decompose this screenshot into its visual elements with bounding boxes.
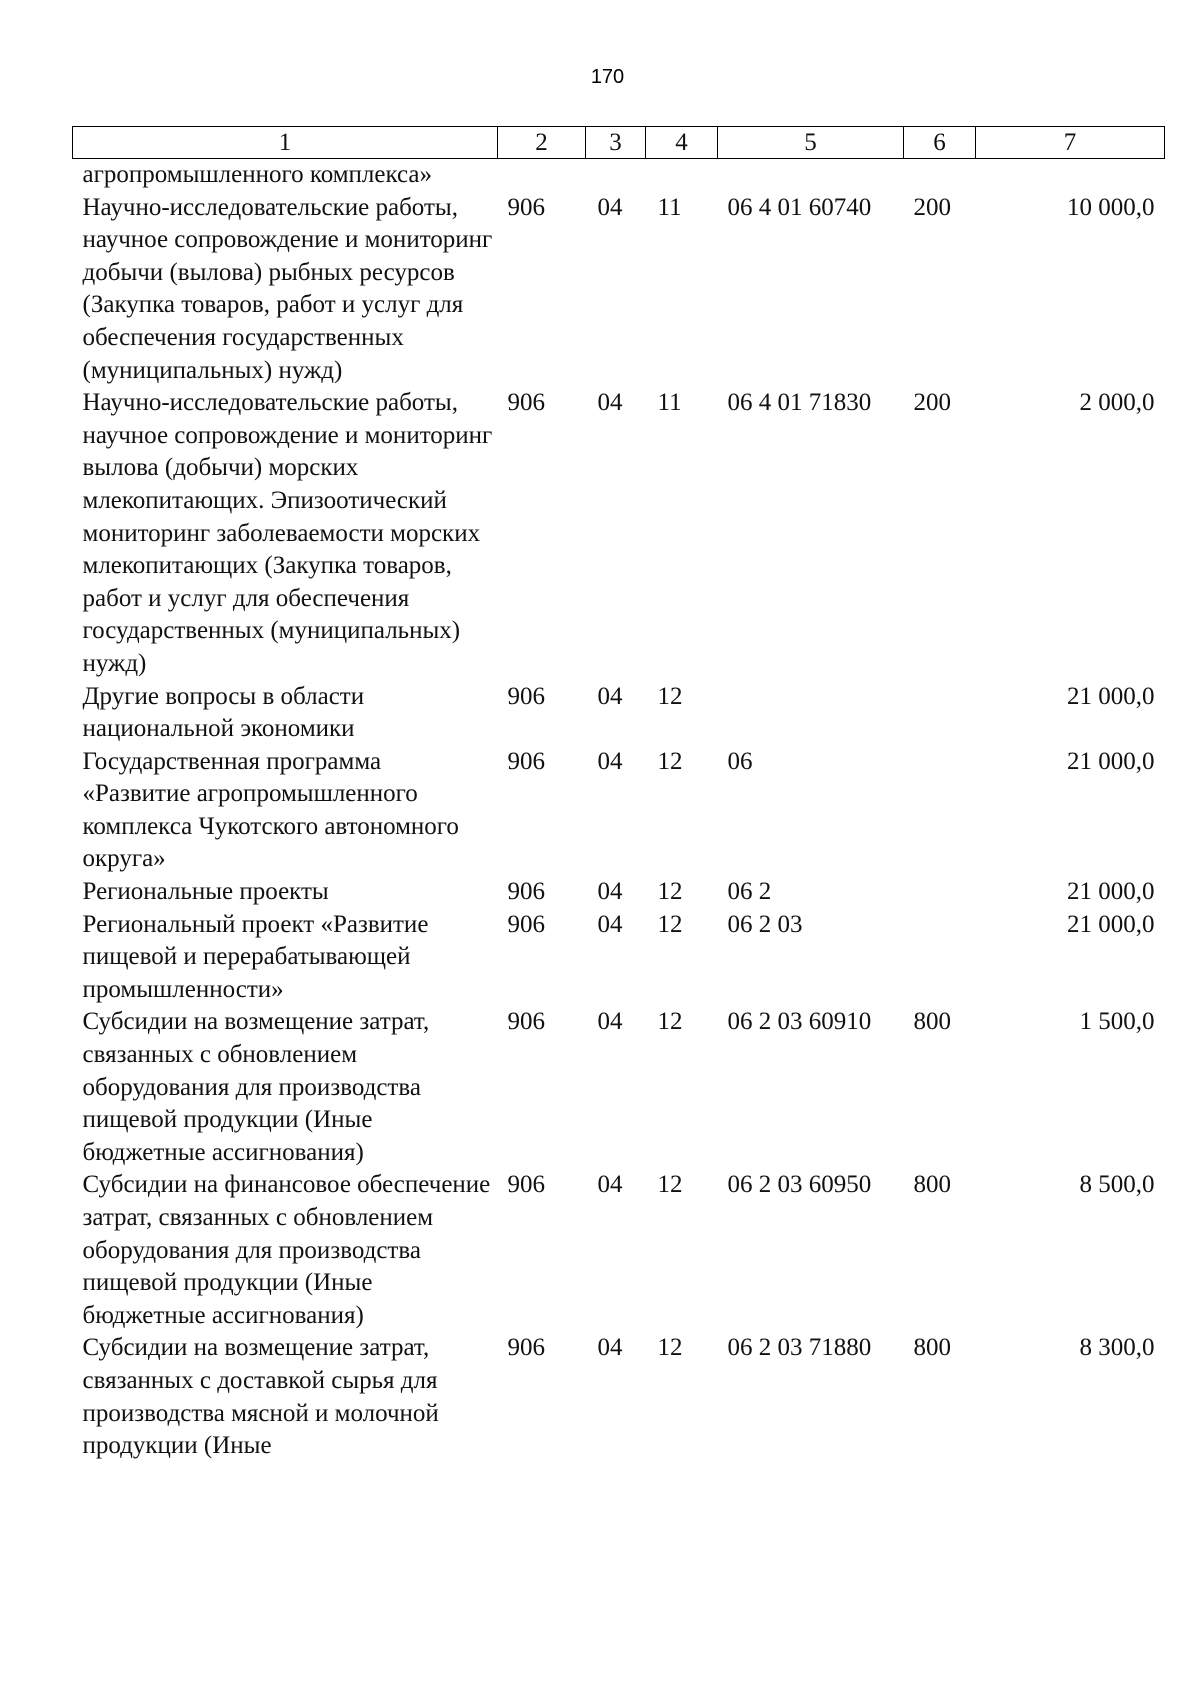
row-target-code: 06 2 03 60950 <box>727 1171 872 1199</box>
row-amount: 10 000,0 <box>1067 193 1155 221</box>
continuation-row <box>73 159 1165 192</box>
row-ministry-code: 906 <box>507 682 545 710</box>
row-section-code: 04 <box>597 1334 623 1362</box>
table-row <box>73 1332 1165 1462</box>
column-header: 3 <box>586 127 646 159</box>
table-row <box>73 192 1165 388</box>
row-expense-type <box>904 746 976 876</box>
row-amount: 21 000,0 <box>1067 878 1155 906</box>
row-name: Субсидии на возмещение затрат, связанных с доставкой сырья для производства мясной и молочной продукции (Иные <box>82 1334 439 1460</box>
row-subsection-code: 12 <box>657 910 683 938</box>
row-amount: 1 500,0 <box>1079 1008 1155 1036</box>
column-header: 5 <box>718 127 904 159</box>
row-target-code: 06 2 03 71880 <box>727 1334 872 1362</box>
row-target-code: 06 2 03 60910 <box>727 1008 872 1036</box>
row-subsection-code: 11 <box>657 193 682 221</box>
row-ministry-code: 906 <box>507 1334 545 1362</box>
row-expense-type: 800 <box>913 1008 951 1036</box>
row-target-code <box>718 681 904 746</box>
row-ministry-code: 906 <box>507 747 545 775</box>
row-name: Региональные проекты <box>82 878 329 906</box>
row-subsection-code: 12 <box>657 747 683 775</box>
row-section-code: 04 <box>597 193 623 221</box>
column-header: 4 <box>646 127 718 159</box>
row-name: Субсидии на возмещение затрат, связанных с обновлением оборудования для производства пищевой продукции (Иные бюджетные ассигнования) <box>82 1008 430 1166</box>
row-ministry-code: 906 <box>507 193 545 221</box>
row-section-code: 04 <box>597 389 623 417</box>
row-target-code: 06 2 <box>727 878 772 906</box>
row-section-code: 04 <box>597 682 623 710</box>
table-row <box>73 1169 1165 1332</box>
row-amount: 8 300,0 <box>1079 1334 1155 1362</box>
row-name: Научно-исследовательские работы, научное сопровождение и мониторинг вылова (добычи) морских млекопитающих. Эпизоотический мониторинг заболеваемости морских млекопитающих (Закупка товаров, работ и услуг для обеспечения государственных (муниципальных) нужд) <box>82 389 493 677</box>
budget-table <box>72 126 1165 1463</box>
row-ministry-code: 906 <box>507 1008 545 1036</box>
row-subsection-code: 12 <box>657 1008 683 1036</box>
row-expense-type: 200 <box>913 193 951 221</box>
row-amount: 21 000,0 <box>1067 910 1155 938</box>
row-subsection-code: 12 <box>657 682 683 710</box>
row-amount: 21 000,0 <box>1067 682 1155 710</box>
row-target-code: 06 <box>727 747 753 775</box>
row-target-code: 06 2 03 <box>727 910 803 938</box>
row-expense-type: 800 <box>913 1171 951 1199</box>
row-name: Научно-исследовательские работы, научное сопровождение и мониторинг добычи (вылова) рыбных ресурсов (Закупка товаров, работ и услуг для обеспечения государственных (муниципальных) нужд) <box>82 193 493 384</box>
row-expense-type <box>904 681 976 746</box>
row-name: Субсидии на финансовое обеспечение затрат, связанных с обновлением оборудования для производства пищевой продукции (Иные бюджетные ассигнования) <box>82 1171 491 1329</box>
row-amount: 21 000,0 <box>1067 747 1155 775</box>
row-name: Другие вопросы в области национальной экономики <box>82 682 365 743</box>
row-name: Государственная программа «Развитие агропромышленного комплекса Чукотского автономного округа» <box>82 747 459 873</box>
row-section-code: 04 <box>597 1008 623 1036</box>
table-row <box>73 681 1165 746</box>
row-amount: 2 000,0 <box>1079 389 1155 417</box>
row-section-code: 04 <box>597 747 623 775</box>
row-name: Региональный проект «Развитие пищевой и перерабатывающей промышленности» <box>82 910 429 1003</box>
row-ministry-code: 906 <box>507 878 545 906</box>
continuation-text: агропромышленного комплекса» <box>82 161 433 188</box>
row-expense-type <box>904 876 976 909</box>
row-section-code: 04 <box>597 910 623 938</box>
row-section-code: 04 <box>597 878 623 906</box>
row-subsection-code: 12 <box>657 1171 683 1199</box>
row-subsection-code: 12 <box>657 1334 683 1362</box>
row-ministry-code: 906 <box>507 389 545 417</box>
row-expense-type: 800 <box>913 1334 951 1362</box>
column-header: 1 <box>73 127 498 159</box>
column-header: 6 <box>904 127 976 159</box>
column-header: 7 <box>976 127 1165 159</box>
row-expense-type <box>904 909 976 1007</box>
table-row <box>73 1006 1165 1169</box>
table-header-row <box>73 127 1165 159</box>
row-target-code: 06 4 01 60740 <box>727 193 872 221</box>
row-ministry-code: 906 <box>507 910 545 938</box>
table-row <box>73 746 1165 876</box>
row-ministry-code: 906 <box>507 1171 545 1199</box>
table-row <box>73 387 1165 680</box>
row-amount: 8 500,0 <box>1079 1171 1155 1199</box>
page-number: 170 <box>590 66 625 88</box>
column-header: 2 <box>498 127 586 159</box>
row-expense-type: 200 <box>913 389 951 417</box>
row-subsection-code: 12 <box>657 878 683 906</box>
row-section-code: 04 <box>597 1171 623 1199</box>
table-row <box>73 909 1165 1007</box>
row-subsection-code: 11 <box>657 389 682 417</box>
row-target-code: 06 4 01 71830 <box>727 389 872 417</box>
table-row <box>73 876 1165 909</box>
